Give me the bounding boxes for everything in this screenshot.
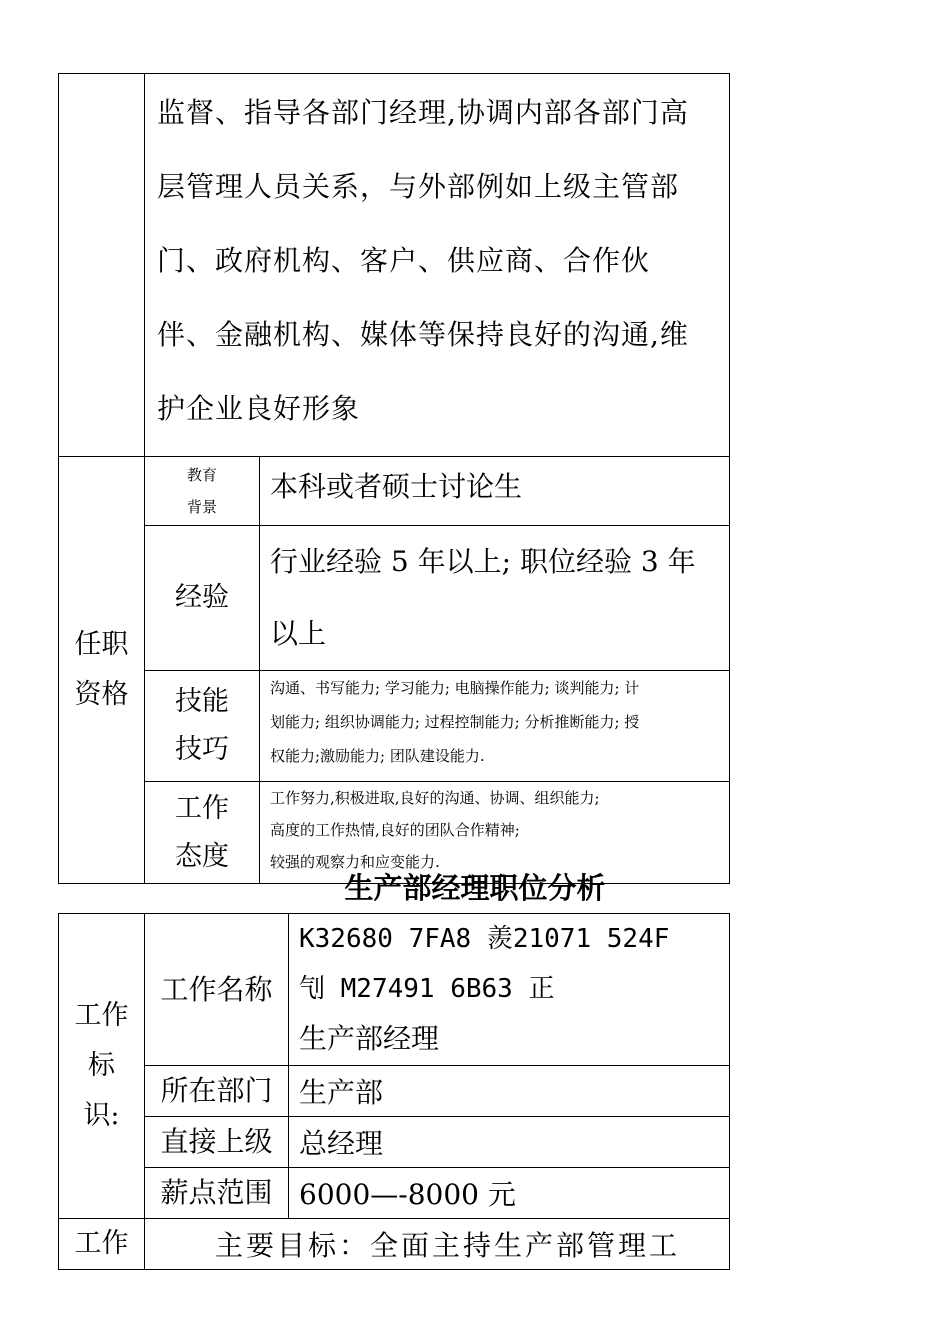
duties-line: 监督、指导各部门经理,协调内部各部门高 [157,96,689,129]
duties-line: 门、政府机构、客户、供应商、合作伙 [157,244,651,277]
superior-value: 总经理 [289,1117,730,1168]
education-label: 教育 背景 [145,457,260,526]
qualification-label: 任职 资格 [59,457,145,884]
empty-label-cell [59,74,145,457]
department-value: 生产部 [289,1066,730,1117]
department-label: 所在部门 [145,1066,289,1117]
experience-value: 行业经验 5 年以上; 职位经验 3 年 以上 [260,526,730,671]
job-name-label: 工作名称 [145,914,289,1066]
job-name-value: K32680 7FA8 羨21071 524F 刏 M27491 6B63 正 生产部经理 [289,914,730,1066]
superior-label: 直接上级 [145,1117,289,1168]
job-identification-table [58,913,730,1270]
qualification-table [58,73,730,884]
duties-line: 护企业良好形象 [157,392,361,425]
work-label: 工作 [59,1219,145,1270]
attitude-value: 工作努力,积极进取,良好的沟通、协调、组织能力; 高度的工作热情,良好的团队合作精神; 较强的观察力和应变能力. [260,782,730,884]
attitude-label: 工作 态度 [145,782,260,884]
skills-value: 沟通、书写能力; 学习能力; 电脑操作能力; 谈判能力; 计 划能力; 组织协调能力; 过程控制能力; 分析推断能力; 授 权能力;激励能力; 团队建设能力. [260,671,730,782]
duties-line: 伴、金融机构、媒体等保持良好的沟通,维 [157,318,689,351]
goal-value: 主要目标：全面主持生产部管理工 [145,1219,730,1270]
section-title: 生产部经理职位分析 [344,871,606,905]
duties-line: 层管理人员关系，与外部例如上级主管部 [157,170,680,203]
salary-label: 薪点范围 [145,1168,289,1219]
education-value: 本科或者硕士讨论生 [260,457,730,526]
salary-value: 6000—-8000 元 [289,1168,730,1219]
duties-cell [145,74,730,457]
experience-label: 经验 [145,526,260,671]
skills-label: 技能 技巧 [145,671,260,782]
job-id-label: 工作 标 识: [59,914,145,1219]
